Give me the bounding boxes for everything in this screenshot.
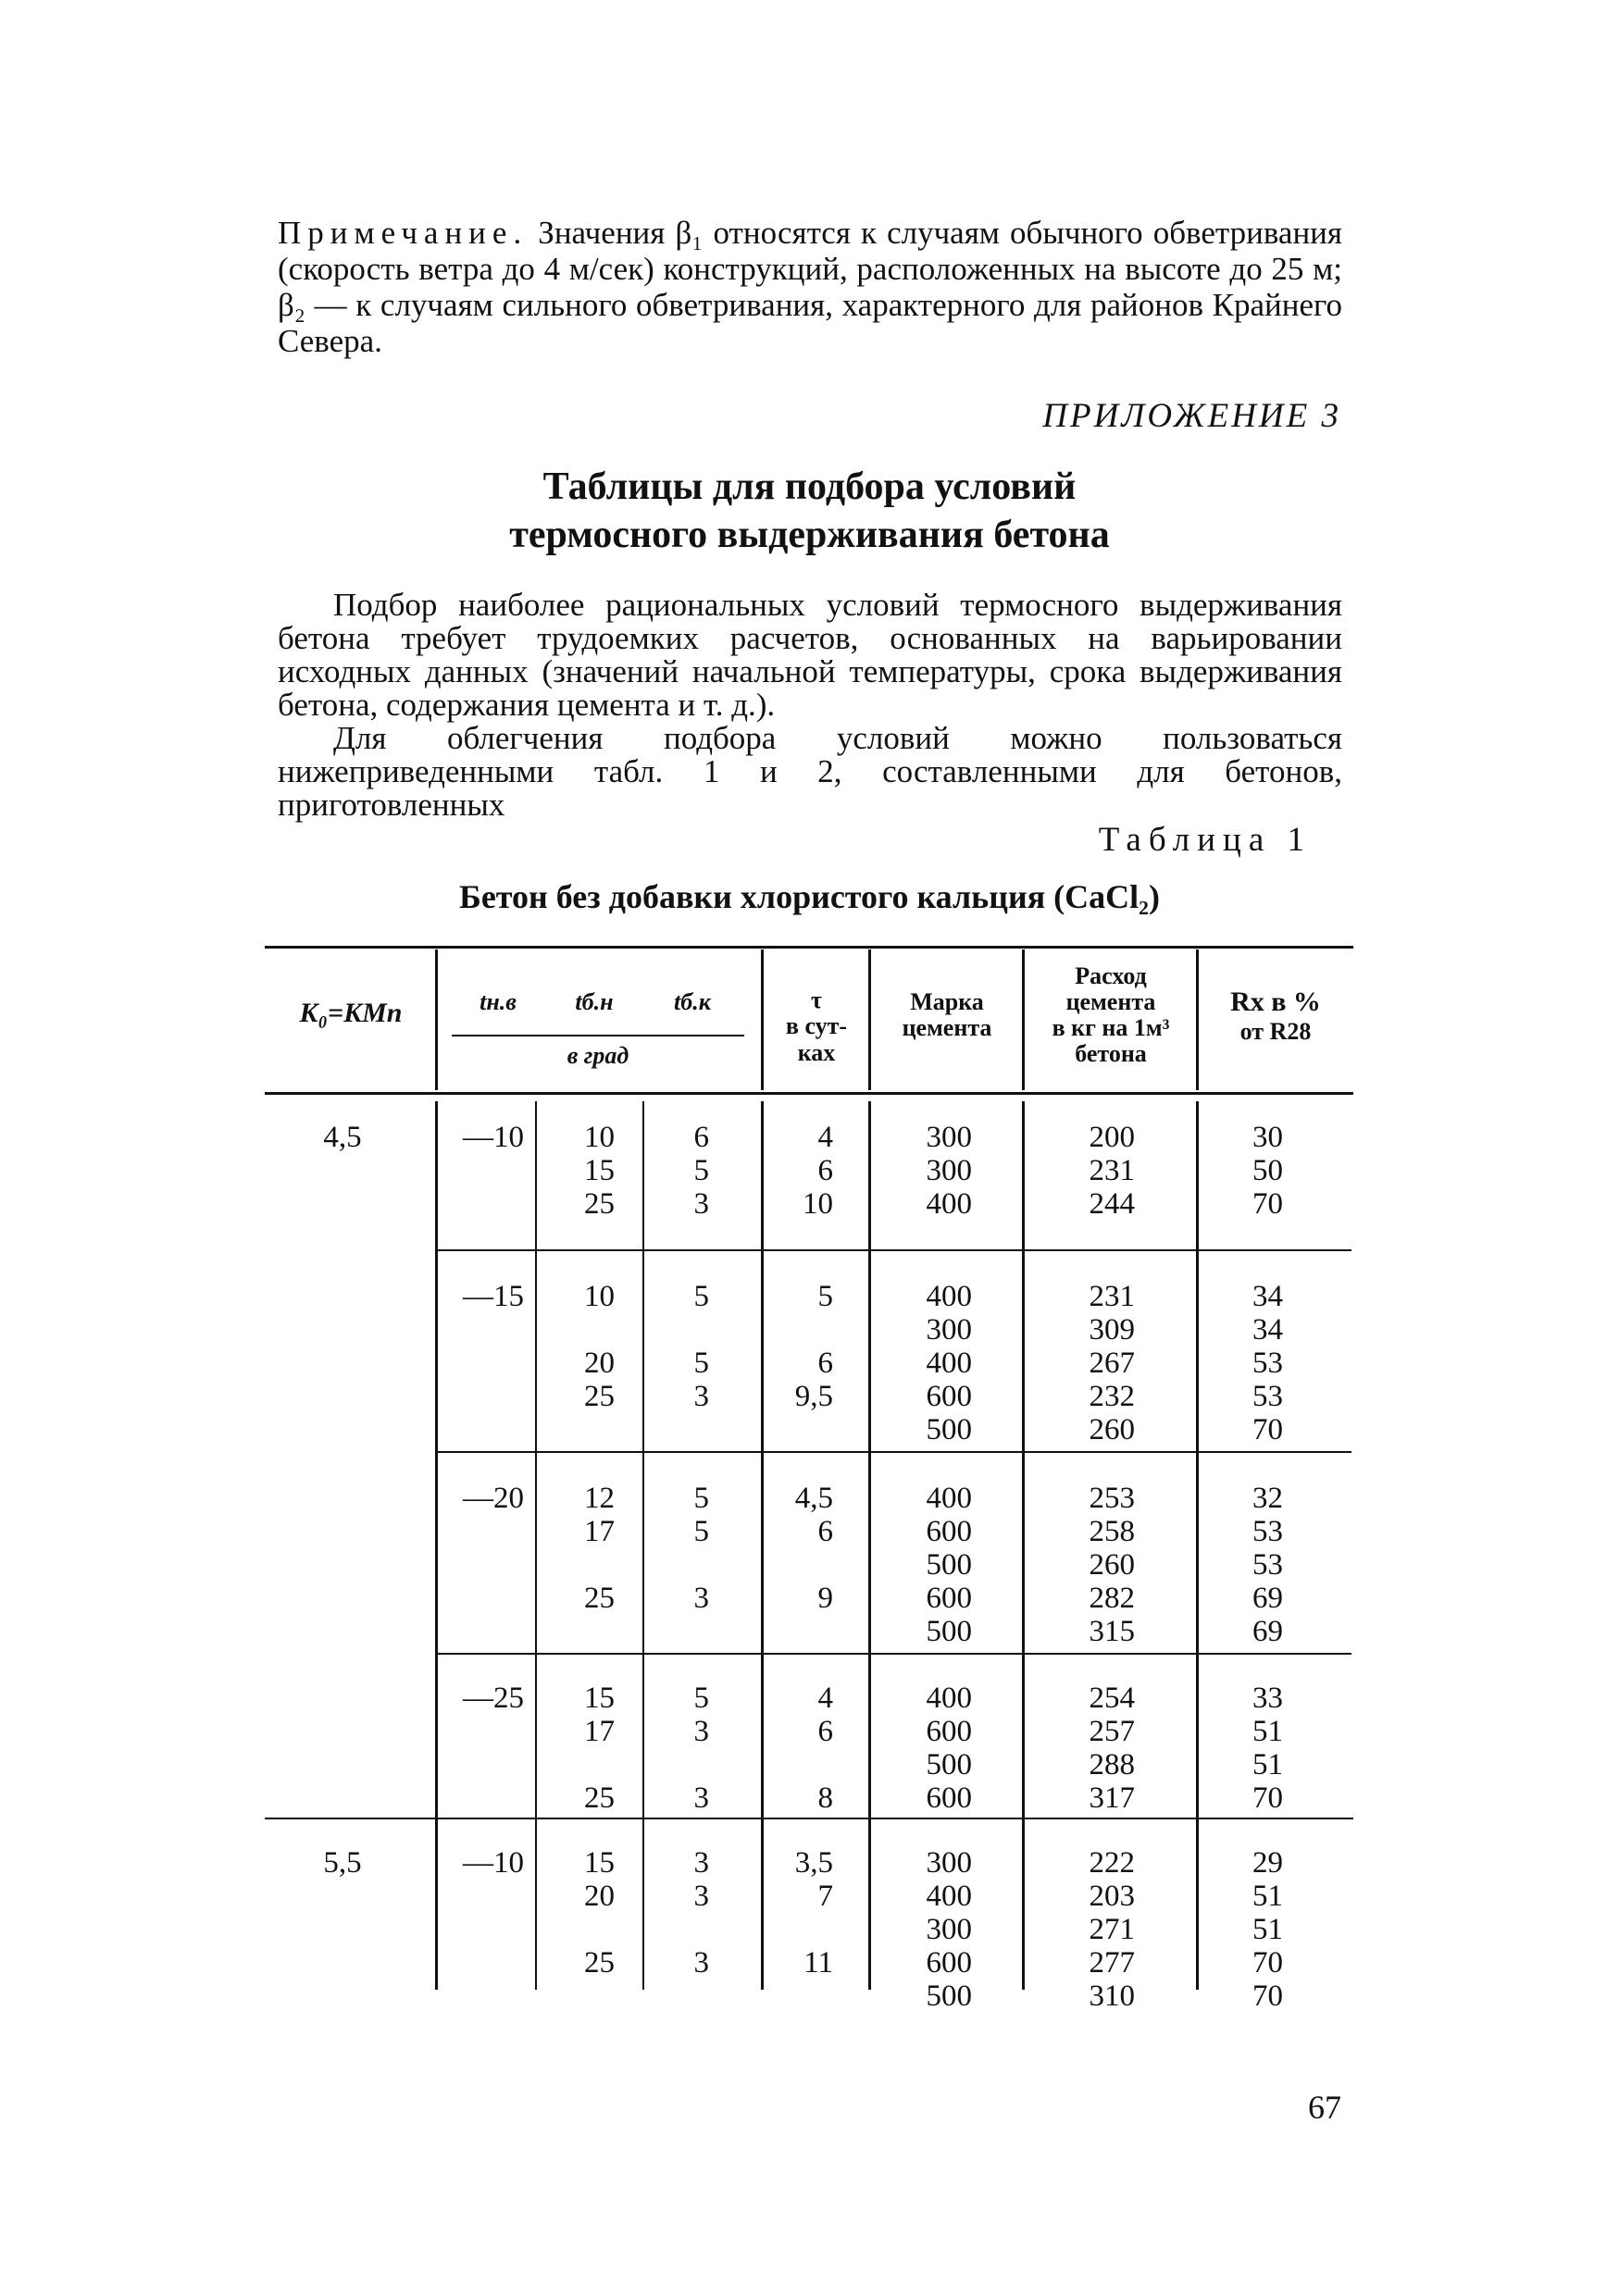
cell-tbn: 15 [584, 1682, 615, 1715]
cell-rashod: 277 [1089, 1946, 1135, 1980]
header-divider [1196, 949, 1199, 1090]
cell-marka: 300 [926, 1121, 972, 1154]
cell-tnv: —20 [463, 1482, 524, 1515]
cell-rashod: 257 [1089, 1715, 1135, 1748]
cell-marka: 400 [926, 1482, 972, 1515]
cell-rashod: 231 [1089, 1280, 1135, 1313]
cell-marka: 600 [926, 1380, 972, 1413]
cell-rx: 34 [1252, 1280, 1283, 1313]
table-top-rule [265, 946, 1353, 949]
cell-tau: 7 [817, 1880, 833, 1913]
header-tau: в сут-ках [785, 1012, 848, 1066]
cell-tbn: 20 [584, 1347, 615, 1380]
cell-tbk: 3 [693, 1880, 709, 1913]
cell-rx: 70 [1252, 1413, 1283, 1446]
cell-rashod: 271 [1089, 1913, 1135, 1946]
header-grad: в град [567, 1042, 629, 1069]
cell-rx: 29 [1252, 1846, 1283, 1880]
cell-tau: 10 [803, 1187, 833, 1221]
cell-tau: 5 [817, 1280, 833, 1313]
cell-tau: 11 [803, 1946, 833, 1980]
cell-tbk: 5 [693, 1482, 709, 1515]
cell-rashod: 200 [1089, 1121, 1135, 1154]
cell-rx: 70 [1252, 1980, 1283, 2013]
cell-tbn: 17 [584, 1715, 615, 1748]
cell-marka: 600 [926, 1715, 972, 1748]
cell-rx: 69 [1252, 1615, 1283, 1648]
table-header-rule [265, 1092, 1353, 1095]
cell-rx: 51 [1252, 1748, 1283, 1781]
group-rule [435, 1451, 1351, 1453]
cell-tbk: 3 [693, 1781, 709, 1815]
cell-tbk: 3 [693, 1715, 709, 1748]
column-rule [1022, 1101, 1025, 1990]
cell-rx: 32 [1252, 1482, 1283, 1515]
cell-tbn: 25 [584, 1582, 615, 1615]
cell-marka: 500 [926, 1413, 972, 1446]
cell-tbn: 15 [584, 1846, 615, 1880]
cell-marka: 300 [926, 1313, 972, 1347]
cell-rx: 33 [1252, 1682, 1283, 1715]
note-text: Значения β₁ относятся к случаям обычного обветривания (скорость ветра до 4 м/сек) конструкций, расположенных на высоте до 25 м; β₂ — к случаям сильного обветривания, характерного для районов Крайнего Севера. [278, 215, 1343, 359]
cell-tbn: 10 [584, 1121, 615, 1154]
header-k: K₀=KMп [299, 998, 403, 1028]
cell-rashod: 203 [1089, 1880, 1135, 1913]
cell-tau: 4,5 [794, 1482, 833, 1515]
cell-rashod: 258 [1089, 1515, 1135, 1548]
header-divider [868, 949, 871, 1090]
cell-rx: 69 [1252, 1582, 1283, 1615]
cell-rx: 53 [1252, 1380, 1283, 1413]
cell-tbn: 17 [584, 1515, 615, 1548]
cell-rashod: 288 [1089, 1748, 1135, 1781]
cell-marka: 300 [926, 1154, 972, 1187]
cell-rx: 30 [1252, 1121, 1283, 1154]
page-title-line-2: термосного выдерживания бетона [509, 514, 1110, 556]
cell-marka: 600 [926, 1582, 972, 1615]
cell-rashod: 315 [1089, 1615, 1135, 1648]
group-rule [435, 1653, 1351, 1655]
cell-tbk: 3 [693, 1582, 709, 1615]
cell-tbk: 3 [693, 1946, 709, 1980]
cell-rashod: 232 [1089, 1380, 1135, 1413]
cell-tau: 3,5 [794, 1846, 833, 1880]
cell-tau: 9,5 [794, 1380, 833, 1413]
table-label: Таблица 1 [1098, 821, 1312, 859]
cell-rashod: 309 [1089, 1313, 1135, 1347]
header-rashod-3: в кг на 1м³ [1052, 1014, 1170, 1041]
cell-rx: 51 [1252, 1715, 1283, 1748]
appendix-label: ПРИЛОЖЕНИЕ 3 [1042, 397, 1341, 435]
cell-tbn: 25 [584, 1946, 615, 1980]
header-rashod-4: бетона [1075, 1040, 1147, 1067]
cell-rx: 50 [1252, 1154, 1283, 1187]
cell-rx: 53 [1252, 1347, 1283, 1380]
cell-tbn: 25 [584, 1380, 615, 1413]
cell-tbk: 5 [693, 1515, 709, 1548]
cell-rx: 70 [1252, 1781, 1283, 1815]
header-sub-rule [452, 1035, 744, 1036]
header-rx-2: от R28 [1239, 1018, 1312, 1045]
header-rashod-2: цемента [1065, 988, 1156, 1015]
cell-tbn: 15 [584, 1154, 615, 1187]
cell-marka: 400 [926, 1187, 972, 1221]
cell-tbk: 5 [693, 1347, 709, 1380]
cell-rashod: 260 [1089, 1548, 1135, 1582]
cell-marka: 600 [926, 1515, 972, 1548]
header-tnv: tн.в [479, 988, 517, 1015]
cell-tau: 4 [817, 1682, 833, 1715]
header-divider [761, 949, 764, 1090]
cell-tnv: —15 [463, 1280, 524, 1313]
cell-rx: 70 [1252, 1187, 1283, 1221]
cell-tau: 6 [817, 1515, 833, 1548]
cell-rx: 34 [1252, 1313, 1283, 1347]
cell-tau: 6 [817, 1347, 833, 1380]
cell-marka: 600 [926, 1781, 972, 1815]
cell-rashod: 282 [1089, 1582, 1135, 1615]
cell-tau: 6 [817, 1715, 833, 1748]
cell-rx: 51 [1252, 1880, 1283, 1913]
cell-tnv: —10 [463, 1846, 524, 1880]
cell-tbk: 3 [693, 1846, 709, 1880]
cell-marka: 600 [926, 1946, 972, 1980]
cell-tbk: 5 [693, 1682, 709, 1715]
header-tbk: tб.к [674, 988, 711, 1015]
cell-tau: 6 [817, 1154, 833, 1187]
cell-rashod: 260 [1089, 1413, 1135, 1446]
table-caption: Бетон без добавки хлористого кальция (CaCl₂) [459, 878, 1160, 915]
cell-marka: 300 [926, 1846, 972, 1880]
cell-marka: 400 [926, 1347, 972, 1380]
header-rashod-1: Расход [1075, 962, 1147, 989]
cell-rashod: 317 [1089, 1781, 1135, 1815]
cell-marka: 400 [926, 1682, 972, 1715]
page-number: 67 [1308, 2089, 1341, 2126]
cell-rashod: 267 [1089, 1347, 1135, 1380]
cell-tau: 4 [817, 1121, 833, 1154]
cell-tau: 9 [817, 1582, 833, 1615]
header-marka-2: цемента [902, 1014, 992, 1041]
page-title-line-1: Таблицы для подбора условий [542, 465, 1077, 508]
cell-rashod: 254 [1089, 1682, 1135, 1715]
cell-rx: 53 [1252, 1515, 1283, 1548]
cell-rx: 70 [1252, 1946, 1283, 1980]
cell-marka: 500 [926, 1615, 972, 1648]
cell-marka: 400 [926, 1280, 972, 1313]
cell-tbn: 12 [584, 1482, 615, 1515]
body-paragraph-1: Подбор наиболее рациональных условий термосного выдерживания бетона требует трудоемких расчетов, основанных на варьировании исходных данных (значений начальной температуры, срока выдерживания бетона, содержания цемента и т. д.). [278, 587, 1342, 723]
header-divider [435, 949, 438, 1090]
cell-marka: 300 [926, 1913, 972, 1946]
header-rx-1: Rx в % [1230, 987, 1321, 1017]
header-marka-1: Марка [910, 988, 984, 1015]
cell-marka: 500 [926, 1748, 972, 1781]
cell-rx: 51 [1252, 1913, 1283, 1946]
note-lead: Примечание. [278, 215, 529, 251]
cell-tbk: 3 [693, 1380, 709, 1413]
cell-marka: 400 [926, 1880, 972, 1913]
cell-rashod: 310 [1089, 1980, 1135, 2013]
cell-tnv: —10 [463, 1121, 524, 1154]
cell-marka: 500 [926, 1980, 972, 2013]
cell-marka: 500 [926, 1548, 972, 1582]
cell-k: 4,5 [323, 1121, 362, 1154]
cell-rx: 53 [1252, 1548, 1283, 1582]
cell-rashod: 231 [1089, 1154, 1135, 1187]
cell-tbk: 6 [693, 1121, 709, 1154]
cell-rashod: 253 [1089, 1482, 1135, 1515]
cell-tbn: 20 [584, 1880, 615, 1913]
header-divider [1022, 949, 1025, 1090]
cell-tbk: 3 [693, 1187, 709, 1221]
cell-tbn: 25 [584, 1187, 615, 1221]
cell-tau: 8 [817, 1781, 833, 1815]
cell-tbk: 5 [693, 1280, 709, 1313]
group-rule [265, 1818, 1353, 1819]
cell-tbk: 5 [693, 1154, 709, 1187]
cell-k: 5,5 [323, 1846, 362, 1880]
cell-tbn: 10 [584, 1280, 615, 1313]
cell-rashod: 222 [1089, 1846, 1135, 1880]
group-rule [435, 1249, 1351, 1251]
cell-tnv: —25 [463, 1682, 524, 1715]
cell-rashod: 244 [1089, 1187, 1135, 1221]
note-paragraph [278, 215, 1342, 359]
cell-tbn: 25 [584, 1781, 615, 1815]
header-tau-symbol: τ [811, 987, 822, 1013]
header-tbn: tб.н [575, 988, 614, 1015]
body-paragraph-2: Для облегчения подбора условий можно пользоваться нижеприведенными табл. 1 и 2, составленными для бетонов, приготовленных [278, 720, 1342, 823]
